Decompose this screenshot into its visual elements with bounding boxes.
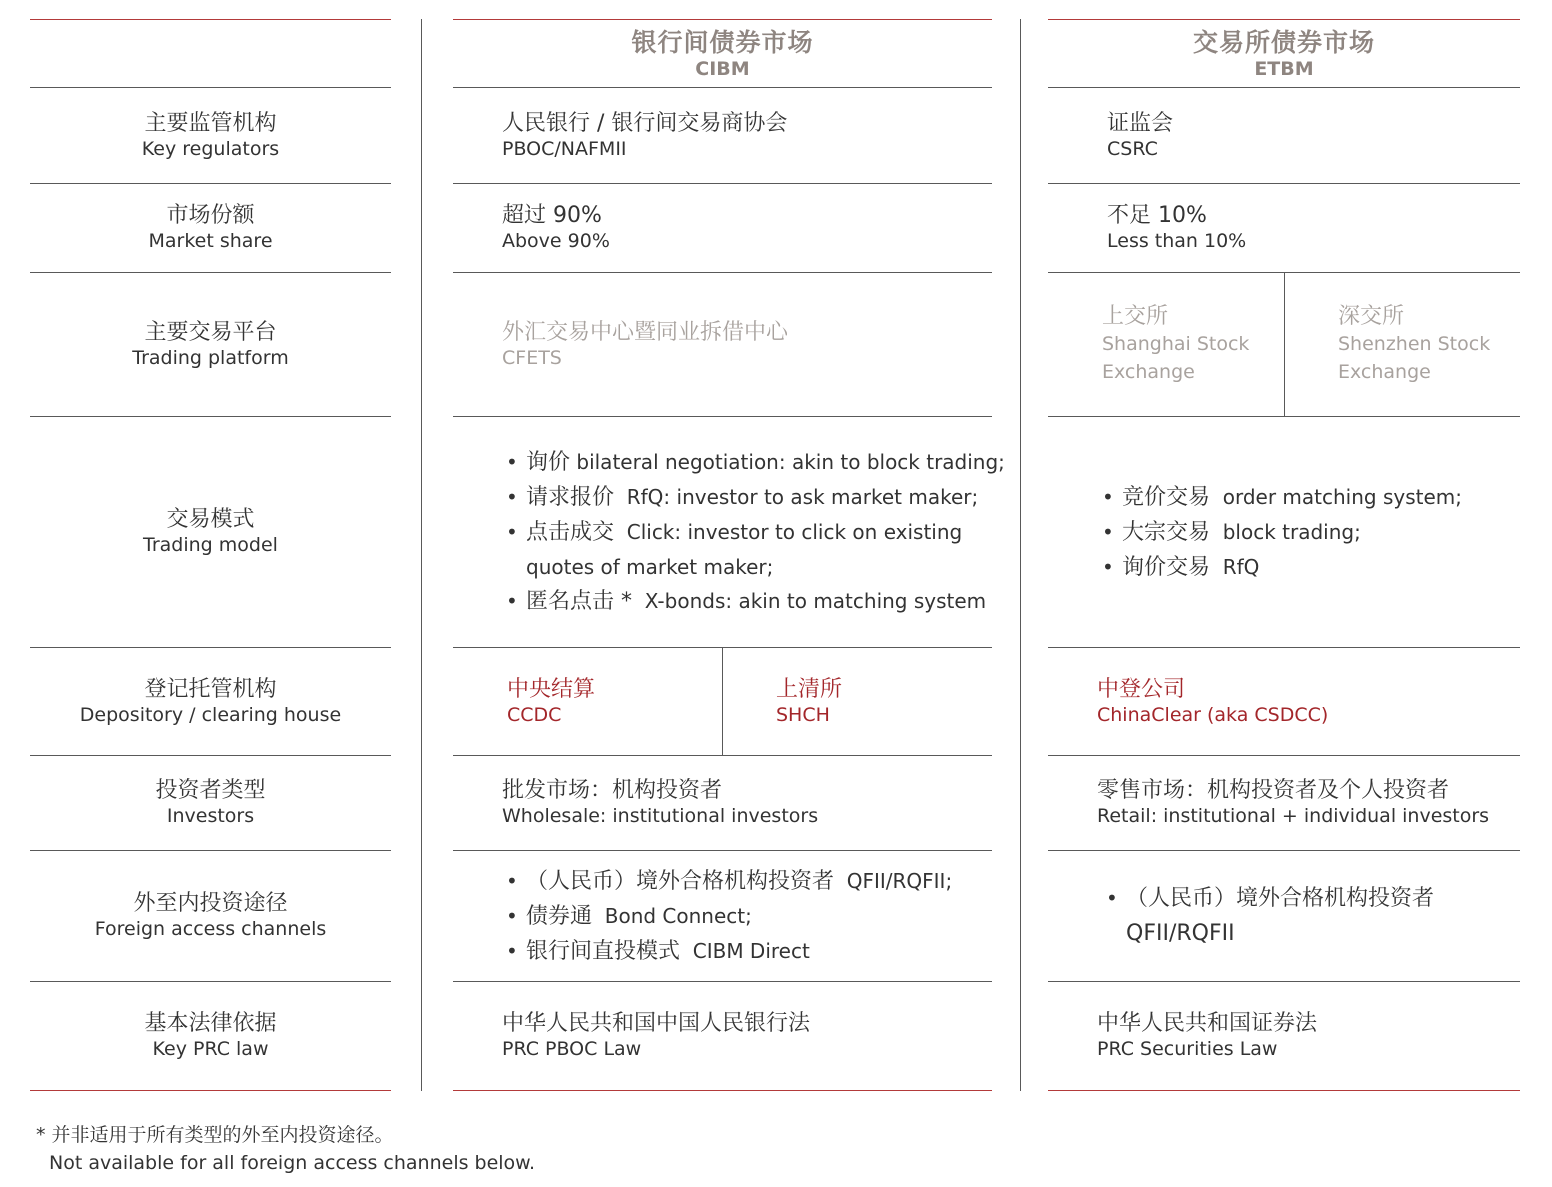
footnote-en: Not available for all foreign access channels below.	[49, 1152, 536, 1174]
row-label-foreign-access	[30, 851, 391, 981]
row-label-trading-platform	[30, 273, 391, 416]
list-item-continuation: QFII/RQFII	[1126, 921, 1235, 946]
value-en: Exchange	[1102, 360, 1195, 383]
value-zh: 中华人民共和国中国人民银行法	[502, 1011, 811, 1036]
etbm-regulators	[1107, 88, 1507, 183]
value-en: Retail: institutional + individual investors	[1097, 805, 1490, 827]
value-en: CCDC	[507, 703, 562, 726]
etbm-platform-sse	[1102, 273, 1277, 416]
header-cibm	[453, 20, 992, 87]
value-zh: 不足 10%	[1107, 203, 1207, 228]
bullet-list	[1098, 480, 1513, 585]
label-en: Key PRC law	[152, 1038, 269, 1060]
value-en: SHCH	[776, 703, 830, 726]
cibm-depository-shch	[776, 648, 976, 755]
label-en: Foreign access channels	[94, 918, 327, 940]
cibm-foreign-access	[502, 851, 987, 981]
value-zh: 中央结算	[507, 676, 596, 702]
label-zh: 外至内投资途径	[133, 891, 288, 916]
etbm-investors	[1097, 756, 1517, 850]
list-item: • （人民币）境外合格机构投资者	[1102, 881, 1512, 916]
label-en: Trading model	[143, 534, 278, 556]
list-item: • 大宗交易 block trading;	[1098, 515, 1513, 550]
cibm-investors	[502, 756, 982, 850]
list-item: • 债券通 Bond Connect;	[502, 899, 987, 934]
list-item: • 银行间直投模式 CIBM Direct	[502, 934, 987, 969]
cibm-market-share	[502, 184, 982, 272]
label-zh: 投资者类型	[155, 778, 266, 803]
header-etbm-zh: 交易所债券市场	[1192, 27, 1375, 57]
label-zh: 登记托管机构	[144, 676, 277, 702]
label-zh: 主要监管机构	[144, 110, 277, 136]
list-item: • 询价交易 RfQ	[1098, 550, 1513, 585]
etbm-trading-model	[1098, 417, 1513, 647]
value-en: PRC PBOC Law	[502, 1038, 642, 1060]
value-en: Exchange	[1338, 360, 1431, 383]
list-item: • 竞价交易 order matching system;	[1098, 480, 1513, 515]
value-zh: 超过 90%	[502, 203, 602, 228]
value-en: Less than 10%	[1107, 230, 1247, 252]
row-label-law	[30, 982, 391, 1090]
list-item-continuation: quotes of market maker;	[526, 555, 774, 579]
label-en: Trading platform	[132, 346, 289, 369]
bullet-list	[502, 445, 1005, 619]
value-en: PRC Securities Law	[1097, 1038, 1278, 1060]
value-zh: 批发市场：机构投资者	[502, 778, 723, 803]
value-zh: 中登公司	[1097, 676, 1186, 702]
label-zh: 市场份额	[166, 203, 255, 228]
list-item: • （人民币）境外合格机构投资者 QFII/RQFII;	[502, 864, 987, 899]
bullet-list	[1102, 881, 1512, 951]
value-zh: 上清所	[776, 676, 843, 702]
value-en: Wholesale: institutional investors	[502, 805, 819, 827]
header-etbm	[1048, 20, 1520, 87]
label-zh: 基本法律依据	[144, 1011, 277, 1036]
label-en: Market share	[148, 230, 273, 252]
etbm-law	[1097, 982, 1507, 1090]
cibm-regulators	[502, 88, 982, 183]
row-label-depository	[30, 648, 391, 755]
etbm-depository-csdcc	[1097, 648, 1507, 755]
value-en: Shanghai Stock	[1102, 332, 1250, 355]
cibm-law	[502, 982, 982, 1090]
list-item: • 匿名点击 * X-bonds: akin to matching system	[502, 584, 987, 619]
cibm-trading-model	[502, 417, 1005, 647]
header-etbm-en: ETBM	[1254, 57, 1314, 80]
label-zh: 主要交易平台	[144, 319, 277, 345]
value-en: Above 90%	[502, 230, 610, 252]
label-en: Depository / clearing house	[79, 703, 342, 726]
value-en: CSRC	[1107, 137, 1158, 160]
row-label-market-share	[30, 184, 391, 272]
bullet-list	[502, 864, 987, 969]
label-en: Investors	[166, 805, 255, 827]
value-zh: 人民银行 / 银行间交易商协会	[502, 110, 788, 136]
row-label-investors	[30, 756, 391, 850]
etbm-market-share	[1107, 184, 1507, 272]
value-zh: 深交所	[1338, 303, 1405, 329]
value-zh: 证监会	[1107, 110, 1174, 136]
cibm-depository-ccdc	[507, 648, 707, 755]
value-zh: 中华人民共和国证券法	[1097, 1011, 1318, 1036]
list-item: • 询价 bilateral negotiation: akin to block trading;	[502, 445, 987, 480]
value-zh: 零售市场：机构投资者及个人投资者	[1097, 778, 1450, 803]
value-zh: 上交所	[1102, 303, 1169, 329]
footnote-zh: * 并非适用于所有类型的外至内投资途径。	[36, 1124, 394, 1146]
value-en: Shenzhen Stock	[1338, 332, 1491, 355]
row-label-regulators	[30, 88, 391, 183]
row-label-trading-model	[30, 417, 391, 647]
list-item: • 点击成交 Click: investor to click on existing	[502, 515, 987, 550]
value-en: CFETS	[502, 346, 562, 369]
value-en: ChinaClear (aka CSDCC)	[1097, 703, 1329, 726]
etbm-foreign-access	[1102, 851, 1512, 981]
label-en: Key regulators	[141, 137, 280, 160]
cibm-trading-platform	[502, 273, 982, 416]
value-zh: 外汇交易中心暨同业拆借中心	[502, 319, 789, 345]
header-cibm-zh: 银行间债券市场	[631, 27, 814, 57]
list-item: • 请求报价 RfQ: investor to ask market maker;	[502, 480, 987, 515]
value-en: PBOC/NAFMII	[502, 137, 627, 160]
etbm-platform-szse	[1338, 273, 1513, 416]
header-cibm-en: CIBM	[695, 57, 750, 80]
label-zh: 交易模式	[166, 507, 255, 532]
